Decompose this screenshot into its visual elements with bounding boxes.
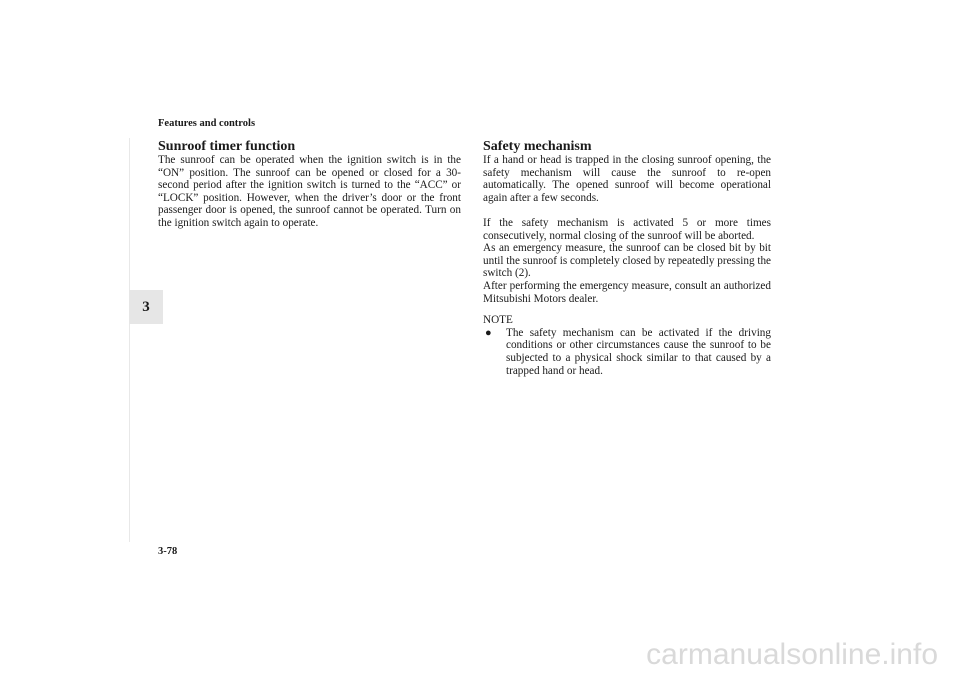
safety-paragraph-4: After performing the emergency measure, consult an authorized Mitsubishi Motors dealer.: [483, 279, 771, 305]
sunroof-timer-body: The sunroof can be operated when the ignition switch is in the “ON” position. The sunroof can be opened or closed for a 30-second period after the ignition switch is turned to the “ACC” or “LOCK” position. However, when the driver’s door or the front passenger door is opened, the sunroof cannot be operated. Turn on the ignition switch again to operate.: [158, 154, 461, 229]
sunroof-timer-heading: Sunroof timer function: [158, 139, 296, 154]
safety-paragraph-2: If the safety mechanism is activated 5 or more times consecutively, normal closing of the sunroof will be aborted.: [483, 216, 771, 242]
bullet-icon: ●: [485, 326, 492, 339]
left-column: [158, 139, 461, 230]
watermark: carmanualsonline.info: [646, 638, 938, 671]
chapter-divider: [129, 138, 130, 542]
chapter-tab: 3: [129, 290, 163, 324]
note-item: [483, 327, 771, 377]
safety-paragraph-1: If a hand or head is trapped in the closing sunroof opening, the safety mechanism will cause the sunroof to re-open automatically. The opened sunroof will become operational again after a few seconds.: [483, 154, 771, 204]
right-column: [483, 139, 771, 377]
section-header: Features and controls: [158, 118, 256, 129]
note-label: NOTE: [483, 314, 513, 327]
safety-paragraph-3: As an emergency measure, the sunroof can be closed bit by bit until the sunroof is completely closed by repeatedly pressing the switch (2).: [483, 242, 772, 280]
safety-mechanism-heading: Safety mechanism: [483, 139, 592, 154]
note-text: The safety mechanism can be activated if the driving conditions or other circumstances cause the sunroof to be subjected to a physical shock similar to that caused by a trapped hand or head.: [506, 326, 771, 377]
page-number: 3-78: [158, 546, 178, 557]
